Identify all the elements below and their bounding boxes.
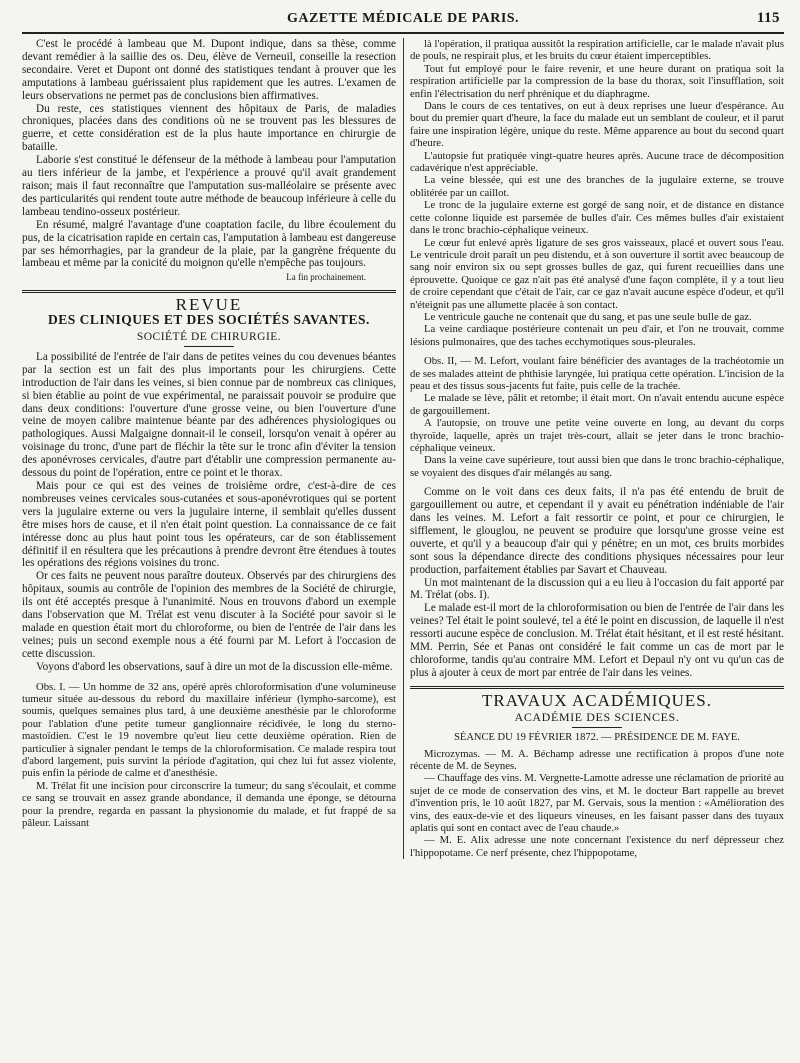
paragraph: là l'opération, il pratiqua aussitôt la respiration artificielle, car le malade n'avait plus de pouls, ne respirait plus, et les bruits du cœur étaient imperceptibles. (410, 38, 784, 63)
paragraph: L'autopsie fut pratiquée vingt-quatre heures après. Aucune trace de décomposition cadavérique n'est appréciable. (410, 149, 784, 175)
paragraph: La veine blessée, qui est une des branches de la jugulaire externe, se trouve oblitérée par un caillot. (410, 174, 784, 199)
paragraph: — M. E. Alix adresse une note concernant l'existence du nerf dépresseur chez l'hippopotame. Ce nerf présente, chez l'hippopotame, (410, 834, 784, 859)
right-column (410, 38, 784, 859)
paragraph: Obs. II, — M. Lefort, voulant faire bénéficier des avantages de la trachéotomie un de ses malades atteint de phthisie laryngée, lui pratiqua cette opération. L'incision de la peau et des tissus sous-jacents fut faite, puis celle de la trachée. (410, 355, 784, 392)
columns (22, 38, 784, 859)
page-header (22, 8, 784, 30)
paragraph: La possibilité de l'entrée de l'air dans de petites veines du cou devenues béantes par la section est un fait des plus importants pour les chirurgiens. Cette introduction de l'air dans les veines, si bien connue par de nombreux cas cliniques, si bien établie au point de vue expérimental, ne paraissait pouvoir se produire que dans deux conditions: l'ouverture d'une grosse veine, ou bien l'ouverture d'une veine de moyen calibre maintenue béante par des adhérences physiologiques ou pathologiques. Aussi Malgaigne donnait-il le conseil, lorsqu'on venait à opérer au voisinage du tronc, d'une part de fléchir la tête sur le tronc afin d'éviter la tension des aponévroses cervicales, d'autre part d'établir une compression permanente au-dessous du point de l'opération, entre ce point et le thorax. (22, 350, 396, 480)
left-column (22, 38, 396, 859)
paragraph: En résumé, malgré l'avantage d'une coaptation facile, du libre écoulement du pus, de la cicatrisation rapide en certain cas, l'amputation à lambeau est dangereuse par ses hémorrhagies, par la grandeur de la plaie, par la gangrène fréquente du lambeau et même par la conicité du moignon qu'elle n'empêche pas toujours. (22, 218, 396, 270)
paragraph: Voyons d'abord les observations, sauf à dire un mot de la discussion elle-même. (36, 660, 393, 673)
paragraph: Le malade est-il mort de la chloroformisation ou bien de l'entrée de l'air dans les veines? Tel était le point soulevé, tel a été le point en discussion, de laquelle il n'est ressorti aucune espèce de conclusion. M. Trélat était hésitant, et il est resté hésitant. MM. Perrin, Sée et Panas ont considéré le fait comme un cas de mort par le chloroforme, tandis qu'au contraire MM. Lefort et Depaul n'y ont vu qu'un cas de plus à ajouter à ceux de mort par entrée de l'air dans les veines. (410, 602, 784, 679)
paragraph: A l'autopsie, on trouve une petite veine ouverte en long, au devant du corps thyroïde, laquelle, après un trajet très-court, allait se jeter dans le tronc brachio-céphalique veineux. (410, 417, 784, 454)
paragraph: Tout fut employé pour le faire revenir, et une heure durant on pratiqua soit la respiration artificielle par la compression de la base du thorax, soit l'insufflation, soit enfin l'électrisation du nerf phrénique et du diaphragme. (410, 62, 784, 100)
paragraph: Le tronc de la jugulaire externe est gorgé de sang noir, et de distance en distance cette colonne liquide est parsemée de bulles d'air. Ces mêmes bulles d'air existaient dans le tronc brachio-céphalique veineux. (410, 199, 784, 237)
spacer (410, 348, 784, 355)
section-rule (22, 290, 396, 293)
paragraph: Le cœur fut enlevé après ligature de ses gros vaisseaux, placé et ouvert sous l'eau. Le ventricule droit paraît un peu distendu, et à son ouverture il sortit avec beaucoup de sang noir environ six ou sept grosses bulles de gaz, qui furent recueillies dans une éprouvette. Quoique ce gaz n'ait pas été analysé d'une façon complète, il y a tout lieu de croire cependant que c'était de l'air, car ce gaz n'avait aucune espèce d'odeur, et qu'il n'éteignit pas une allumette placée à son contact. (410, 236, 784, 311)
paragraph: Microzymas. — M. A. Béchamp adresse une rectification à propos d'une note récente de M. de Seynes. (410, 747, 784, 772)
paragraph: Or ces faits ne peuvent nous paraître douteux. Observés par des chirurgiens des hôpitaux, soumis au contrôle de l'opinion des membres de la Société de chirurgie, ils ont été acceptés presque à l'unanimité. Nous en trouvons d'abord un exemple dans l'observation que M. Trélat est venu discuter à la Société pour savoir si le malade en question était mort du chloroforme, ou bien de l'entrée de l'air dans les veines; puis un second exemple nous a été fourni par M. Lefort à l'occasion de cette discussion. (22, 570, 396, 660)
paragraph: Le malade se lève, pâlit et retombe; il était mort. On n'avait entendu aucune espèce de gargouillement. (410, 392, 784, 417)
paragraph: Mais pour ce qui est des veines de troisième ordre, c'est-à-dire de ces nombreuses veines cervicales sous-cutanées et sous-aponévrotiques qui se portent vers la jugulaire externe ou vers la jugulaire interne, il semblait qu'elles dussent être mises hors de cause, et il n'en était point question. La connaissance de ce fait intéresse donc au plus haut point tous les opérateurs, car de son établissement définitif il en résultera que les précautions à prendre devront être étendues à toutes les opérations des régions voisines du tronc. (22, 480, 396, 570)
section-title: REVUE (175, 295, 243, 315)
journal-title: GAZETTE MÉDICALE DE PARIS. (286, 11, 520, 26)
paragraph: Comme on le voit dans ces deux faits, il n'a pas été entendu de bruit de gargouillement ou autre, et cependant il y avait eu pénétration indéniable de l'air dans les veines. M. Lefort a fait ressortir ce point, et pour ce chirurgien, le sifflement, le glouglou, ne peuvent se produire que lorsqu'une grosse veine est ouverte, et qu'il y a beaucoup d'air qui y pénètre; en un mot, ces bruits morbides sont sous la dépendance directe des conditions physiques nécessaires pour leur production, parfaitement établies par Savart et Chauveau. (410, 486, 784, 576)
paragraph: Dans la veine cave supérieure, tout aussi bien que dans le tronc brachio-céphalique, se voyaient des disques d'air mélangés au sang. (410, 454, 784, 479)
paragraph: Du reste, ces statistiques viennent des hôpitaux de Paris, de maladies chroniques, placées dans des conditions où ne se trouvent pas les blessures de guerre, et cette considération est de la plus haute importance en chirurgie de bataille. (22, 102, 396, 154)
society-heading: SOCIÉTÉ DE CHIRURGIE. (136, 331, 282, 344)
paragraph: C'est le procédé à lambeau que M. Dupont indique, dans sa thèse, comme devant remédier à la saillie des os. Deu, élève de Verneuil, conseille la resection secondaire. Veret et Dupont ont donné des statistiques tendant à prouver que les amputations à lambeau guérissaient plus rapidement que les autres. L'examen de leurs observations ne permet pas de conclusions bien affirmatives. (22, 38, 396, 102)
seance-line: SÉANCE DU 19 FÉVRIER 1872. — PRÉSIDENCE DE M. FAYE. (454, 731, 740, 743)
section-rule (410, 686, 784, 689)
observation-block (22, 681, 396, 830)
paragraph: Obs. I. — Un homme de 32 ans, opéré après chloroformisation d'une volumineuse tumeur située au-dessous du rebord du maxillaire inférieur (lympho-sarcome), est soumis, quelques semaines plus tard, à une deuxième anesthésie par le chloroforme pour l'ablation d'une petite tumeur ganglionnaire récidivée, le long du sterno-mastoïdien. C'est le 19 novembre qu'eut lieu cette deuxième opération. Rien de particulier à signaler pendant le temps de la chloroformisation. Ce malade respira tout d'abord largement, puis survint la période d'agitation, qui chez lui fut assez violente, puis enfin la période de calme et d'anesthésie. (22, 680, 396, 780)
column-divider (403, 38, 404, 859)
heading-rule (184, 346, 234, 347)
paragraph: — Chauffage des vins. M. Vergnette-Lamotte adresse une réclamation de priorité au sujet de ce mode de conservation des vins, et M. le docteur Bart rappelle au brevet d'invention pris, le 10 août 1827, par M. Gervais, sous la mention : «Amélioration des vins, des eaux-de-vie et des liqueurs vineuses, en les faisant passer dans des tuyaux aplatis qui sont en contact avec de l'eau chaude.» (410, 772, 784, 834)
academie-heading: ACADÉMIE DES SCIENCES. (514, 709, 680, 724)
spacer (22, 674, 396, 681)
paragraph: La veine cardiaque postérieure contenait un peu d'air, et l'on ne trouvait, comme lésions pulmonaires, que des taches ecchymotiques sous-pleurales. (410, 323, 784, 348)
page-number: 115 (756, 10, 780, 26)
continuation-note: La fin prochainement. (286, 272, 366, 283)
paragraph: Laborie s'est constitué le défenseur de la méthode à lambeau pour l'amputation au tiers inférieur de la jambe, et l'expérience a prouvé qu'il avait grandement raison; mais il faut reconnaître que l'amputation sus-malléolaire se présente avec des particularités qui rendent toute autre méthode de beaucoup inférieure à celle du lambeau tendino-osseux postérieur. (22, 154, 396, 218)
travaux-heading: TRAVAUX ACADÉMIQUES. (481, 690, 712, 710)
paragraph: Le ventricule gauche ne contenait que du sang, et pas une seule bulle de gaz. (424, 310, 752, 323)
spacer (410, 479, 784, 486)
paragraph: Un mot maintenant de la discussion qui a eu lieu à l'occasion du fait apporté par M. Trélat (obs. I). (410, 576, 784, 602)
header-rule (22, 32, 784, 34)
academie-notes (410, 748, 784, 860)
paragraph: M. Trélat fit une incision pour circonscrire la tumeur; du sang s'écoulait, et comme ce sang se trouvait en assez grande abondance, il demanda une éponge, se détourna pour la prendre, regarda en passant la physionomie du malade, et fut frappé de sa pâleur. Laissant (22, 779, 396, 830)
section-subtitle: DES CLINIQUES ET DES SOCIÉTÉS SAVANTES. (48, 312, 370, 328)
heading-rule (572, 727, 622, 728)
paragraph: Dans le cours de ces tentatives, on eut à deux reprises une lueur d'espérance. Au bout du premier quart d'heure, la face du malade eut un semblant de couleur, et il parut faire une inspiration légère, unique du reste. Même apparence au bout du second quart d'heure. (410, 100, 784, 150)
observation-block (410, 38, 784, 479)
